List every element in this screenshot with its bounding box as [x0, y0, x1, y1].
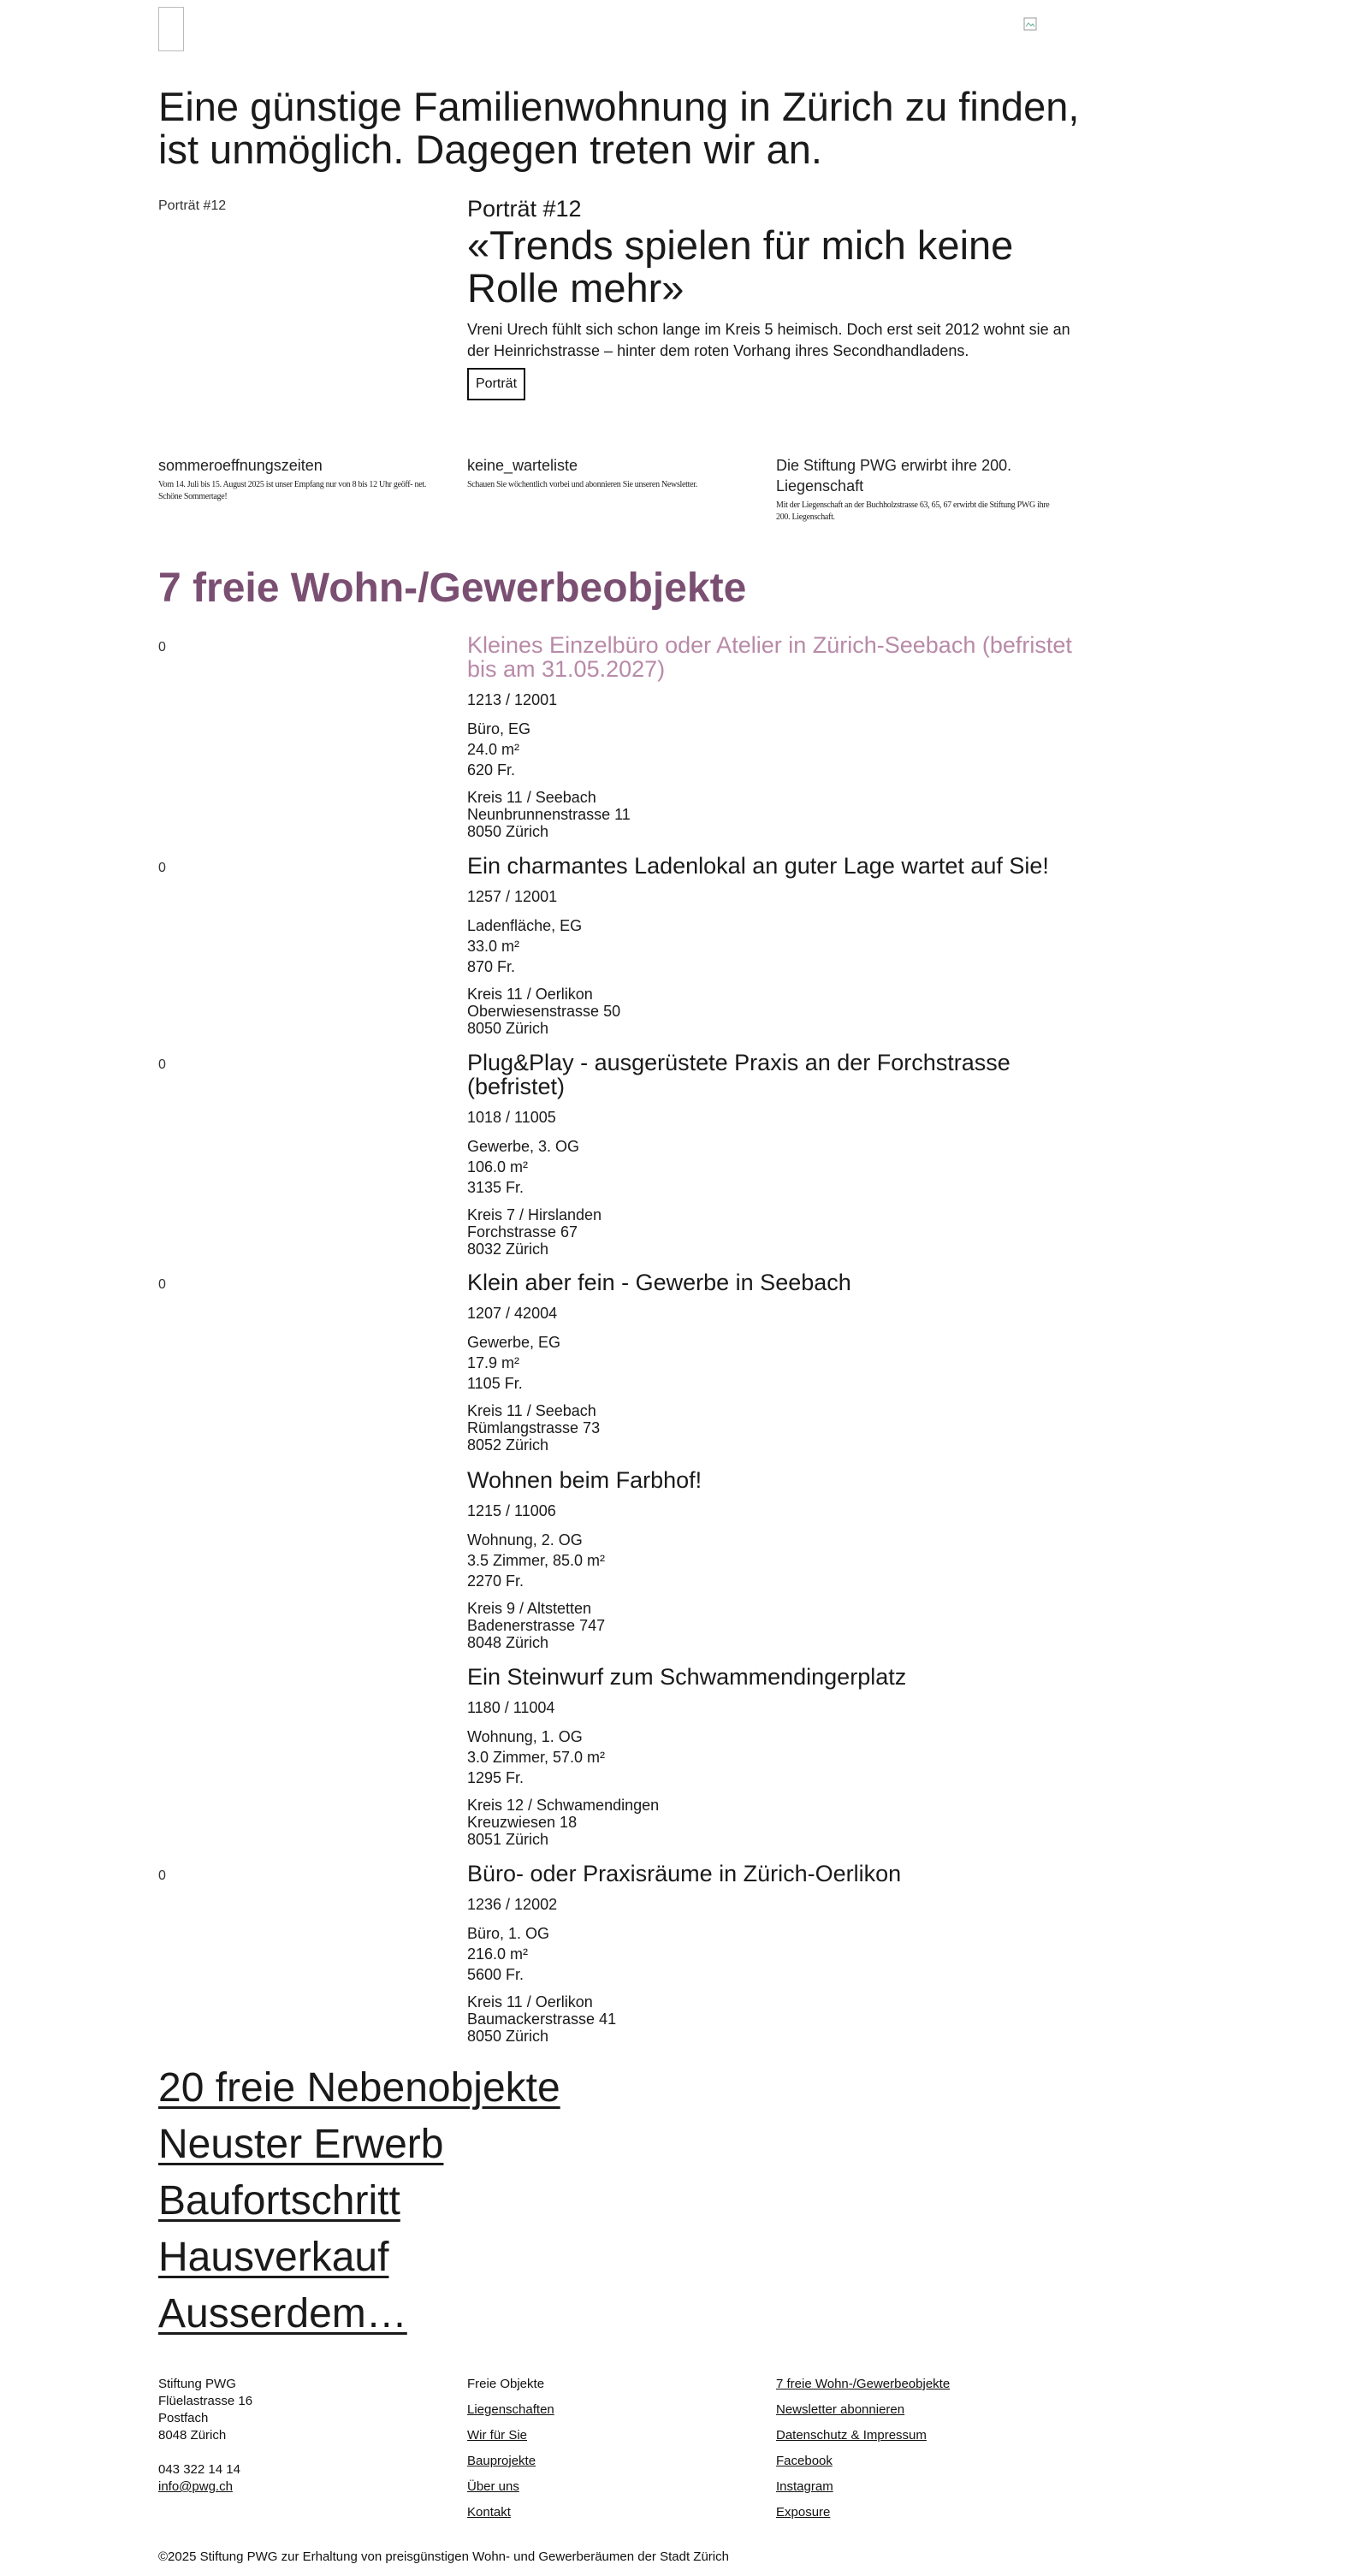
teaser-image[interactable]: keine_warteliste — [467, 457, 578, 474]
footer-link-instagram[interactable]: Instagram — [776, 2479, 833, 2494]
object-title[interactable]: Klein aber fein - Gewerbe in Seebach — [467, 1270, 851, 1295]
object-district: Kreis 9 / Altstetten — [467, 1600, 592, 1617]
menu-icon[interactable] — [1023, 17, 1037, 31]
object-type: Wohnung, 1. OG — [467, 1728, 583, 1745]
object-size: 33.0 m² — [467, 938, 520, 955]
footer-email[interactable]: info@pwg.ch — [158, 2479, 233, 2494]
footer-link-exposure[interactable]: Exposure — [776, 2505, 831, 2520]
object-title[interactable]: Kleines Einzelbüro oder Atelier in Zürich-Seebach (befristet bis am 31.05.2027) — [467, 632, 1072, 682]
object-reference: 1180 / 11004 — [467, 1699, 555, 1716]
object-district: Kreis 7 / Hirslanden — [467, 1206, 602, 1223]
link-hausverkauf[interactable]: Hausverkauf — [158, 2235, 389, 2280]
object-type: Gewerbe, EG — [467, 1334, 561, 1351]
object-district: Kreis 11 / Seebach — [467, 1402, 596, 1419]
object-title[interactable]: Wohnen beim Farbhof! — [467, 1467, 702, 1493]
object-price: 5600 Fr. — [467, 1966, 524, 1983]
object-street: Oberwiesenstrasse 50 — [467, 1003, 621, 1020]
object-type: Wohnung, 2. OG — [467, 1531, 583, 1549]
object-title[interactable]: Plug&Play - ausgerüstete Praxis an der Forchstrasse (befristet) — [467, 1050, 1010, 1099]
teaser-text: Schauen Sie wöchentlich vorbei und abonnieren Sie unseren Newsletter. — [467, 480, 697, 489]
object-district: Kreis 11 / Oerlikon — [467, 986, 593, 1003]
object-type: Büro, 1. OG — [467, 1925, 550, 1942]
object-street: Forchstrasse 67 — [467, 1223, 578, 1241]
teaser-waitlist[interactable] — [467, 455, 754, 491]
footer-phone[interactable]: 043 322 14 14 — [158, 2462, 240, 2477]
portrait-button[interactable]: Porträt — [467, 368, 525, 400]
object-size: 216.0 m² — [467, 1945, 529, 1963]
object-district: Kreis 12 / Schwamendingen — [467, 1797, 660, 1814]
object-price: 1295 Fr. — [467, 1769, 524, 1786]
object-image[interactable]: 0 — [158, 861, 166, 875]
link-nebenobjekte[interactable]: 20 freie Nebenobjekte — [158, 2065, 560, 2111]
object-title[interactable]: Büro- oder Praxisräume in Zürich-Oerlikon — [467, 1861, 902, 1886]
object-city: 8048 Zürich — [467, 1634, 549, 1651]
object-city: 8052 Zürich — [467, 1436, 549, 1454]
footer-link-newsletter[interactable]: Newsletter abonnieren — [776, 2402, 905, 2417]
object-street: Baumackerstrasse 41 — [467, 2010, 617, 2028]
footer-nav — [467, 2376, 554, 2530]
object-title[interactable]: Ein Steinwurf zum Schwammendingerplatz — [467, 1664, 907, 1690]
object-price: 620 Fr. — [467, 761, 516, 779]
object-size: 3.5 Zimmer, 85.0 m² — [467, 1552, 606, 1569]
object-city: 8032 Zürich — [467, 1241, 549, 1258]
object-reference: 1213 / 12001 — [467, 691, 558, 708]
link-neuster-erwerb[interactable]: Neuster Erwerb — [158, 2122, 444, 2167]
object-reference: 1207 / 42004 — [467, 1305, 558, 1322]
object-type: Büro, EG — [467, 720, 531, 737]
object-image[interactable]: 0 — [158, 640, 166, 654]
footer-postbox: Postfach — [158, 2411, 209, 2425]
object-title[interactable]: Ein charmantes Ladenlokal an guter Lage wartet auf Sie! — [467, 853, 1049, 879]
objects-heading[interactable]: 7 freie Wohn-/Gewerbeobjekte — [158, 566, 747, 611]
teaser-text: Mit der Liegenschaft an der Buchholzstrasse 63, 65, 67 erwirbt die Stiftung PWG ihre 200. Liegenschaft. — [776, 500, 1050, 522]
object-image[interactable]: 0 — [158, 1057, 166, 1072]
footer-link-kontakt[interactable]: Kontakt — [467, 2505, 511, 2520]
footer-link-freie-objekte[interactable]: Freie Objekte — [467, 2377, 545, 2391]
footer-org-name: Stiftung PWG — [158, 2377, 236, 2391]
object-image[interactable]: 0 — [158, 1868, 166, 1883]
object-city: 8051 Zürich — [467, 1831, 549, 1848]
portrait-text: Vreni Urech fühlt sich schon lange im Kreis 5 heimisch. Doch erst seit 2012 wohnt sie an der Heinrichstrasse – hinter dem roten Vorhang ihres Secondhandladens. — [467, 321, 1070, 359]
object-city: 8050 Zürich — [467, 1020, 549, 1037]
footer-street: Flüelastrasse 16 — [158, 2394, 253, 2408]
teaser-image[interactable]: sommeroeffnungszeiten — [158, 457, 323, 474]
object-street: Rümlangstrasse 73 — [467, 1419, 601, 1436]
footer-link-wir-fuer-sie[interactable]: Wir für Sie — [467, 2428, 528, 2443]
object-street: Neunbrunnenstrasse 11 — [467, 806, 631, 823]
object-reference: 1215 / 11006 — [467, 1502, 556, 1519]
footer-city: 8048 Zürich — [158, 2428, 227, 2443]
object-size: 3.0 Zimmer, 57.0 m² — [467, 1749, 606, 1766]
footer-link-ueber-uns[interactable]: Über uns — [467, 2479, 519, 2494]
object-price: 1105 Fr. — [467, 1375, 523, 1392]
portrait-kicker: Porträt #12 — [467, 196, 582, 222]
object-reference: 1236 / 12002 — [467, 1896, 558, 1913]
object-district: Kreis 11 / Oerlikon — [467, 1993, 593, 2010]
teaser-text: Vom 14. Juli bis 15. August 2025 ist unser Empfang nur von 8 bis 12 Uhr geöff- net. Schöne Sommertage! — [158, 480, 427, 501]
footer-address — [158, 2376, 252, 2496]
footer-link-objekte[interactable]: 7 freie Wohn-/Gewerbeobjekte — [776, 2377, 951, 2391]
object-city: 8050 Zürich — [467, 2028, 549, 2045]
object-price: 870 Fr. — [467, 958, 516, 975]
object-city: 8050 Zürich — [467, 823, 549, 840]
object-size: 24.0 m² — [467, 741, 520, 758]
object-street: Badenerstrasse 747 — [467, 1617, 606, 1634]
link-baufortschritt[interactable]: Baufortschritt — [158, 2178, 400, 2224]
footer-link-bauprojekte[interactable]: Bauprojekte — [467, 2454, 536, 2468]
section-links — [158, 2060, 560, 2342]
object-reference: 1257 / 12001 — [467, 888, 558, 905]
footer-secondary-nav — [776, 2376, 950, 2530]
page-headline: Eine günstige Familienwohnung in Zürich zu finden, ist unmöglich. Dagegen treten wir an. — [158, 84, 1080, 172]
object-type: Gewerbe, 3. OG — [467, 1138, 580, 1155]
site-logo[interactable] — [158, 7, 184, 51]
object-price: 2270 Fr. — [467, 1572, 524, 1590]
object-district: Kreis 11 / Seebach — [467, 789, 596, 806]
footer-link-facebook[interactable]: Facebook — [776, 2454, 833, 2468]
portrait-image[interactable]: Porträt #12 — [158, 198, 227, 213]
portrait-quote: «Trends spielen für mich keine Rolle mehr» — [467, 222, 1014, 311]
copyright: ©2025 Stiftung PWG zur Erhaltung von preisgünstigen Wohn- und Gewerberäumen der Stadt Zürich — [158, 2549, 729, 2564]
object-image[interactable]: 0 — [158, 1277, 166, 1292]
object-price: 3135 Fr. — [467, 1179, 524, 1196]
object-type: Ladenfläche, EG — [467, 917, 583, 934]
object-reference: 1018 / 11005 — [467, 1109, 556, 1126]
object-size: 17.9 m² — [467, 1354, 520, 1371]
footer-link-liegenschaften[interactable]: Liegenschaften — [467, 2402, 554, 2417]
teaser-summer-hours[interactable] — [158, 455, 445, 503]
object-size: 106.0 m² — [467, 1158, 529, 1175]
teaser-image[interactable]: Die Stiftung PWG erwirbt ihre 200. Liegenschaft — [776, 457, 1012, 494]
link-ausserdem[interactable]: Ausserdem… — [158, 2291, 407, 2336]
object-street: Kreuzwiesen 18 — [467, 1814, 578, 1831]
teaser-acquisition[interactable] — [776, 455, 1063, 524]
footer-link-datenschutz[interactable]: Datenschutz & Impressum — [776, 2428, 927, 2443]
